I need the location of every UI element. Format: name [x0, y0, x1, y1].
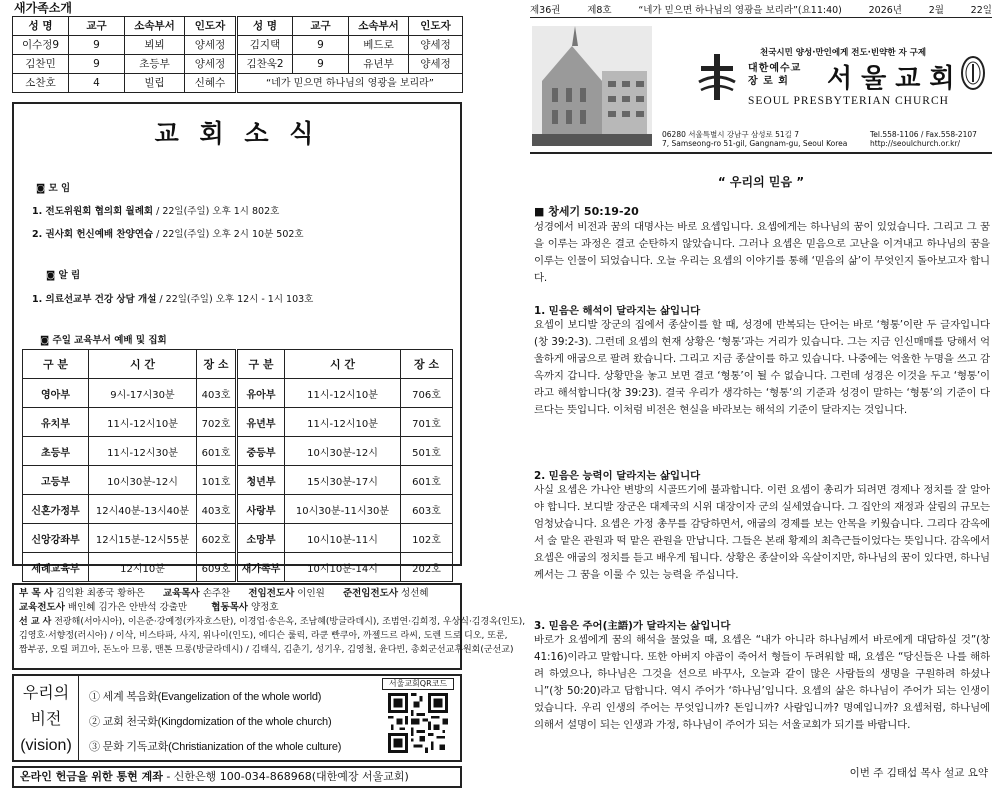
church-denomination: 대한예수교 장 로 회 — [748, 63, 802, 87]
table-cell: 12시15분-12시55분 — [89, 524, 197, 553]
table-cell: 403호 — [197, 379, 237, 408]
table-cell: 609호 — [197, 553, 237, 582]
missionary-line: 짬부공, 오릴 퍼끄아, 돈노아 므롱, 맨톤 므롱(방글라데시) / 김태식, 김춘기, 성기우, 김영철, 윤다빈, 총회군선교후원회(군선교) — [19, 645, 514, 655]
table-cell: 9 — [293, 55, 349, 74]
table-cell: 702호 — [197, 408, 237, 437]
table-cell: 초등부 — [125, 55, 185, 74]
header-cell: 장 소 — [401, 350, 453, 379]
table-cell: 501호 — [401, 437, 453, 466]
table-cell: 101호 — [197, 466, 237, 495]
table-cell: 소망부 — [237, 524, 285, 553]
header-cell: 구 분 — [237, 350, 285, 379]
table-cell: 10시10분-11시 — [285, 524, 401, 553]
table-row — [23, 408, 453, 437]
table-cell: 신혜수 — [185, 74, 237, 93]
vision-item: ① 세계 복음화(Evangelization of the whole world) — [89, 691, 322, 703]
church-english-name: SEOUL PRESBYTERIAN CHURCH — [748, 95, 949, 107]
table-header-row — [23, 350, 453, 379]
sermon-point-heading: 1. 믿음은 해석이 달라지는 삶입니다 — [534, 305, 701, 317]
table-cell: 김지택 — [237, 36, 293, 55]
table-cell: 706호 — [401, 379, 453, 408]
table-cell: 새가족부 — [237, 553, 285, 582]
table-cell: 11시-12시10분 — [285, 408, 401, 437]
table-row — [23, 379, 453, 408]
church-contact: Tel.558-1106 / Fax.558-2107 http://seoulchurch.or.kr/ — [870, 130, 977, 148]
issue-day: 22일 — [970, 4, 992, 16]
header-cell: 구 분 — [23, 350, 89, 379]
qr-label: 서울교회QR코드 — [382, 678, 454, 690]
sermon-paragraph: 요셉이 보디발 장군의 집에서 종살이를 할 때, 성경에 반복되는 단어는 바로 ‘형통’이란 두 글자입니다(창 39:2-3). 그런데 요셉의 현재 상황은 ‘형통’과는 거리가 있습니다. 그는 지금 인신매매를 당해서 억울하게 애굽으로 팔려 왔습니다. 그리고 지금 종살이를 하고 있습니다. 나중에는 억울한 누명을 쓰고 감옥까지 갑니다. 상황만을 놓고 보면 결코 ‘형통’이 될 수 없습니다. 그런데 성경은 이것을 두고 ‘형통’이라고 해석합니다(창 39:23). 결국 우리가 생각하는 ‘형통’의 기준과 성경이 말하는 ‘형통’의 기준이 다르다는 뜻입니다. 이처럼 비전은 현실을 바라보는 해석의 기준이 달라지는 것입니다. — [534, 319, 990, 416]
table-cell: 10시10분-14시 — [285, 553, 401, 582]
table-cell: 뵈뵈 — [125, 36, 185, 55]
meeting-item: 2. 권사회 헌신예배 찬양연습 / 22일(주일) 오후 2시 10분 502호 — [32, 229, 304, 240]
table-cell: 601호 — [401, 466, 453, 495]
table-cell: 양세정 — [185, 36, 237, 55]
header-cell: 인도자 — [185, 17, 237, 36]
table-cell: 빌립 — [125, 74, 185, 93]
table-cell: 9 — [69, 55, 125, 74]
table-row — [23, 553, 453, 582]
table-cell: 202호 — [401, 553, 453, 582]
header-cell: 인도자 — [409, 17, 463, 36]
church-name: 서울교회 — [827, 64, 964, 94]
meeting-item: 1. 전도위원회 협의회 월례회 / 22일(주일) 오후 1시 802호 — [32, 206, 280, 217]
table-cell: 15시30분-17시 — [285, 466, 401, 495]
table-cell: 세례교육부 — [23, 553, 89, 582]
missionary-line: 김영호·서향정(러시아) / 이삭, 비스타파, 사지, 위나이(인도), 에디슨 룰릭, 라쿤 빤쿠아, 까젤드르 라씨, 도렌 드로 디오, 또룬, — [19, 631, 508, 641]
table-header-row — [13, 17, 463, 36]
table-cell: 403호 — [197, 495, 237, 524]
church-seal-icon — [960, 54, 986, 92]
cross-logo-icon — [695, 52, 739, 102]
header-cell: 소속부서 — [349, 17, 409, 36]
issue-bar — [530, 0, 992, 18]
issue-number: 제8호 — [587, 4, 612, 16]
table-cell: 10시30분-12시 — [89, 466, 197, 495]
table-cell: 10시30분-11시30분 — [285, 495, 401, 524]
sermon-point-heading: 2. 믿음은 능력이 달라지는 삶입니다 — [534, 470, 701, 482]
table-cell: 603호 — [401, 495, 453, 524]
table-cell: 11시-12시10분 — [285, 379, 401, 408]
table-cell: 701호 — [401, 408, 453, 437]
table-cell: 4 — [69, 74, 125, 93]
table-cell: 양세정 — [409, 36, 463, 55]
sermon-title: “ 우리의 믿음 ” — [717, 175, 805, 189]
education-schedule-table — [22, 349, 453, 582]
notice-heading: ◙ 알 림 — [46, 270, 81, 281]
table-cell: 신앙강좌부 — [23, 524, 89, 553]
table-cell: 10시30분-12시 — [285, 437, 401, 466]
table-cell: 9 — [69, 36, 125, 55]
table-cell: 11시-12시10분 — [89, 408, 197, 437]
church-header — [530, 20, 992, 154]
education-heading: ◙ 주일 교육부서 예배 및 집회 — [40, 335, 167, 346]
table-cell: 베드로 — [349, 36, 409, 55]
sermon-paragraph: 사실 요셉은 가나안 변방의 시골뜨기에 불과합니다. 이런 요셉이 총리가 되려면 경제나 정치를 잘 알아야 합니다. 보디발 장군은 대제국의 시위 대장이자 군의 실세였습니다. 그 집안의 재정과 살림의 규모는 엄청났습니다. 요셉은 가정 총무를 감당하면서, 애굽의 경제를 보는 안목을 키웠습니다. 그리다 감옥에서 술 맡은 관원과 떡 맡은 관원을 만납니다. 그들은 본래 황제의 최측근들이었다는 뜻입니다. 감옥에서 요셉은 애굽의 정치를 듣고 배우게 됩니다. 상황은 종살이와 옥살이지만, 하나님의 꿈이 있다면, 하나님께서는 그 꿈을 이룰 수 있는 능력을 주십니다. — [534, 484, 990, 581]
online-offering-account: 온라인 헌금을 위한 통현 계좌 - 신한은행 100-034-868968(대한예장 서울교회) — [12, 766, 462, 788]
qr-code-icon[interactable] — [388, 693, 448, 753]
header-cell: 성 명 — [237, 17, 293, 36]
issue-month: 2월 — [928, 4, 944, 16]
table-cell: 유아부 — [237, 379, 285, 408]
table-cell: 양세정 — [409, 55, 463, 74]
table-cell: 김찬욱2 — [237, 55, 293, 74]
table-cell: 유년부 — [349, 55, 409, 74]
church-news-box — [12, 102, 462, 575]
header-cell: 시 간 — [285, 350, 401, 379]
table-cell: 12시10분 — [89, 553, 197, 582]
sermon-signature: 이번 주 김태섭 목사 설교 요약 — [849, 767, 988, 779]
table-cell: 소찬호 — [13, 74, 69, 93]
church-address: 06280 서울특별시 강남구 삼성로 51길 7 7, Samseong-ro 51-gil, Gangnam-gu, Seoul Korea — [662, 130, 848, 148]
staff-line-2: 교육전도사 배인혜 김가은 안반석 강출만 협동목사 양정호 — [19, 602, 279, 613]
missionary-line: 선 교 사 전광해(서아시아), 이은준·강예정(카자흐스탄), 이경업·송은옥, 조남혜(방글라데시), 조범연·김희정, 우상식·김경옥(인도), — [19, 617, 526, 627]
qr-box — [382, 678, 454, 758]
table-row — [23, 437, 453, 466]
table-cell: 양세정 — [185, 55, 237, 74]
church-news-title: 교 회 소 식 — [154, 119, 320, 148]
new-members-table — [12, 16, 463, 93]
right-column — [530, 0, 992, 797]
table-row — [23, 524, 453, 553]
church-website-link[interactable]: http://seoulchurch.or.kr/ — [870, 139, 961, 148]
table-row — [13, 36, 463, 55]
table-cell: 602호 — [197, 524, 237, 553]
new-members-title: 새가족소개 — [14, 1, 72, 15]
table-row — [23, 495, 453, 524]
vision-item: ② 교회 천국화(Kingdomization of the whole church) — [89, 716, 332, 728]
table-cell: 중등부 — [237, 437, 285, 466]
table-cell: 11시-12시30분 — [89, 437, 197, 466]
table-cell: 초등부 — [23, 437, 89, 466]
sermon-intro: 성경에서 비전과 꿈의 대명사는 바로 요셉입니다. 요셉에게는 하나님의 꿈이 있었습니다. 그리고 그 꿈을 이루는 과정은 결코 순탄하지 않았습니다. 그러나 요셉은 믿음으로 고난을 이겨내고 하나님의 꿈을 이루는 인물이 되었습니다. 오늘 우리는 요셉의 이야기를 통해 ‘믿음의 삶’이 무엇인지 돌아보고자 합니다. — [534, 221, 990, 284]
table-row — [13, 74, 463, 93]
church-slogan: 천국시민 양성·만인에게 전도·빈약한 자 구제 — [760, 48, 927, 58]
table-cell: 고등부 — [23, 466, 89, 495]
header-cell: 소속부서 — [125, 17, 185, 36]
header-cell: 교구 — [69, 17, 125, 36]
staff-line-1: 부 목 사 김익환 최종국 황하은 교육목사 손주찬 전임전도사 이인원 준전임전도사 성선혜 — [19, 588, 429, 599]
vision-box — [12, 674, 462, 762]
table-cell: 9시-17시30분 — [89, 379, 197, 408]
meeting-heading: ◙ 모 임 — [36, 183, 71, 194]
table-cell: 사랑부 — [237, 495, 285, 524]
issue-volume: 제36권 — [530, 4, 561, 16]
table-cell: 청년부 — [237, 466, 285, 495]
staff-box — [12, 583, 526, 670]
table-cell: 102호 — [401, 524, 453, 553]
issue-motto: “네가 믿으면 하나님의 영광을 보리라”(요11:40) — [638, 4, 842, 16]
vision-item: ③ 문화 기독교화(Christianization of the whole culture) — [89, 741, 342, 753]
table-cell: 601호 — [197, 437, 237, 466]
sermon-point-heading: 3. 믿음은 주어(主語)가 달라지는 삶입니다 — [534, 620, 731, 632]
table-cell: 영아부 — [23, 379, 89, 408]
vision-label: 우리의 비전 (vision) — [14, 676, 79, 760]
church-building-photo — [532, 26, 652, 146]
sermon-paragraph: 바로가 요셉에게 꿈의 해석을 물었을 때, 요셉은 “내가 아니라 하나님께서 바로에게 대답하실 것”(창 41:16)이라고 말합니다. 또한 아버지 야곱이 죽어서 형들이 두려워할 때, 요셉은 “당신들은 나를 해하려 하였으나, 하나님은 그것을 선으로 바꾸사, 오늘과 같이 많은 사람들의 생명을 구원하려 하셨나니”(창 50:20)라고 답합니다. 역시 주어가 ‘하나님’입니다. 요셉의 삶은 하나님이 주어가 되는 인생이었습니다. 우리 인생의 주어는 무엇입니까? 돈입니까? 사람입니까? 명예입니까? 요셉처럼, 하나님에 의해서 설명이 되는 인생과 가정, 하나님이 주어가 되는 서울교회가 되기를 바랍니다. — [534, 634, 990, 731]
table-cell: 이수정9 — [13, 36, 69, 55]
header-cell: 교구 — [293, 17, 349, 36]
table-cell: 신혼가정부 — [23, 495, 89, 524]
motto-cell: “네가 믿으면 하나님의 영광을 보리라” — [237, 74, 463, 93]
table-cell: 유년부 — [237, 408, 285, 437]
header-cell: 성 명 — [13, 17, 69, 36]
header-cell: 장 소 — [197, 350, 237, 379]
table-cell: 김찬민 — [13, 55, 69, 74]
table-row — [23, 466, 453, 495]
table-cell: 9 — [293, 36, 349, 55]
issue-year: 2026년 — [868, 4, 902, 16]
table-cell: 12시40분-13시40분 — [89, 495, 197, 524]
notice-item: 1. 의료선교부 건강 상담 개설 / 22일(주일) 오후 12시 - 1시 103호 — [32, 294, 314, 305]
sermon-scripture: ■ 창세기 50:19-20 — [534, 205, 639, 218]
table-cell: 유치부 — [23, 408, 89, 437]
header-cell: 시 간 — [89, 350, 197, 379]
table-row — [13, 55, 463, 74]
